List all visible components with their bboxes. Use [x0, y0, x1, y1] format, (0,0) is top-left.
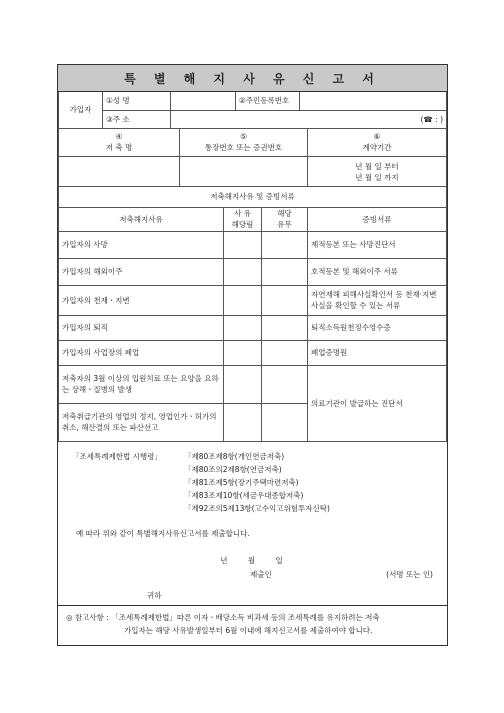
- law-item: 「제92조의5제13항(고수익고위험투자신탁): [184, 503, 330, 513]
- applicable-cell[interactable]: [224, 258, 262, 285]
- bank-cell[interactable]: [262, 258, 308, 285]
- savings-name-header: [59, 129, 180, 157]
- name-field[interactable]: [171, 92, 236, 110]
- contract-period-label: 계약기간: [362, 143, 392, 153]
- savings-table: [58, 129, 447, 188]
- table-row: [59, 315, 447, 340]
- reference-note: [58, 605, 447, 645]
- address-field[interactable]: [171, 110, 447, 128]
- special-termination-form: [57, 64, 448, 646]
- law-list: [184, 450, 433, 515]
- account-number-field[interactable]: [180, 157, 308, 187]
- address-label: ③주 소: [103, 110, 171, 128]
- applicable-cell[interactable]: [224, 340, 262, 365]
- reason-cell: 저축자의 3월 이상의 입원치료 또는 요양을 요하는 상해ㆍ질병의 발생: [59, 365, 224, 403]
- reasons-table: [58, 187, 447, 442]
- docs-header: 증빙서류: [308, 207, 447, 231]
- reason-cell: 가입자의 해외이주: [59, 258, 224, 285]
- applicable-cell[interactable]: [224, 365, 262, 403]
- bank-cell[interactable]: [262, 315, 308, 340]
- declaration-text: 예 따라 위와 같이 특별해지사유신고서를 제출합니다.: [76, 528, 250, 538]
- law-prefix: 「조세특례제한법 시행령」: [72, 451, 162, 461]
- submission-date[interactable]: 년 월 일: [220, 555, 285, 565]
- contract-period-field[interactable]: [308, 157, 447, 187]
- account-number-header: [180, 129, 308, 157]
- phone-field: (☎ : ): [420, 114, 443, 124]
- reason-cell: 가입자의 퇴직: [59, 315, 224, 340]
- table-row: [59, 258, 447, 285]
- bank-cell[interactable]: [262, 365, 308, 403]
- docs-cell: 폐업증명원: [308, 340, 447, 365]
- recipient-label: 귀하: [147, 590, 162, 600]
- law-item: 「제80조의2제8항(연금저축): [184, 464, 282, 474]
- form-title: 특 별 해 지 사 유 신 고 서: [58, 65, 447, 92]
- reason-cell: 가입자의 사업장의 폐업: [59, 340, 224, 365]
- savings-name-number: ④: [115, 132, 123, 142]
- applicable-cell[interactable]: [224, 315, 262, 340]
- bank-cell[interactable]: [262, 340, 308, 365]
- submitter-line: [72, 568, 433, 581]
- savings-name-field[interactable]: [59, 157, 180, 187]
- law-item: 「제81조제5항(장기주택마련저축): [184, 477, 299, 487]
- reason-cell: 가입자의 천재ㆍ지변: [59, 285, 224, 315]
- docs-cell: 의료기관이 발급하는 진단서: [308, 365, 447, 441]
- section-title: 저축해지사유 및 증빙서류: [59, 187, 447, 207]
- account-number-number: ⑤: [240, 132, 247, 142]
- subscriber-label: 가입자: [59, 92, 103, 128]
- table-row: [59, 285, 447, 315]
- applicable-cell[interactable]: [224, 285, 262, 315]
- signature-field[interactable]: (서명 또는 인): [386, 569, 433, 579]
- rrn-label: ②주민등록번호: [236, 92, 300, 110]
- subscriber-table: [58, 92, 447, 129]
- period-start: 년 월 일 부터: [355, 161, 399, 171]
- table-row: [59, 340, 447, 365]
- bank-cell[interactable]: [262, 231, 308, 258]
- bank-cell[interactable]: [262, 403, 308, 441]
- reason-header: 저축해지사유: [59, 207, 224, 231]
- reason-cell: 저축취급기관의 영업의 정지, 영업인가ㆍ허가의 취소, 해산결의 또는 파산선고: [59, 403, 224, 441]
- law-item: 「제80조제8항(개인연금저축): [184, 451, 285, 461]
- contract-period-header: [308, 129, 447, 157]
- savings-name-label: 저 축 명: [105, 143, 133, 153]
- docs-cell: 퇴직소득원천징수영수증: [308, 315, 447, 340]
- note-line-1: ◎ 참고사항 : 「조세특례제한법」따른 이자ㆍ배당소득 비과세 등의 조세특례를 유지하려는 저축: [66, 613, 380, 622]
- declaration-section: [58, 442, 447, 602]
- docs-cell: 제적등본 또는 사망진단서: [308, 231, 447, 258]
- note-line-2: 가입자는 해당 사유발생일부터 6월 이내에 해지신고서를 제출하여야 합니다.: [124, 626, 373, 635]
- law-references: [72, 450, 433, 515]
- rrn-field[interactable]: [300, 92, 447, 110]
- applicable-cell[interactable]: [224, 403, 262, 441]
- bank-cell[interactable]: [262, 285, 308, 315]
- contract-period-number: ⑥: [373, 132, 381, 142]
- account-number-label: 통장번호 또는 증권번호: [204, 143, 283, 153]
- applicable-cell[interactable]: [224, 231, 262, 258]
- reason-cell: 가입자의 사망: [59, 231, 224, 258]
- name-label: ①성 명: [103, 92, 171, 110]
- docs-cell: 호적등본 및 해외이주 서류: [308, 258, 447, 285]
- table-row: [59, 365, 447, 403]
- law-item: 「제83조제10항(세금우대종합저축): [184, 490, 304, 500]
- period-end: 년 월 일 까지: [355, 172, 399, 182]
- submitter-label: 제출인: [250, 569, 272, 579]
- applicable-header: 사 유 해당림: [224, 207, 262, 231]
- table-row: [59, 231, 447, 258]
- bank-header: 해당 유무: [262, 207, 308, 231]
- docs-cell: 자연재해 피해사실확인서 등 천재·지변사실을 확인할 수 있는 서류: [308, 285, 447, 315]
